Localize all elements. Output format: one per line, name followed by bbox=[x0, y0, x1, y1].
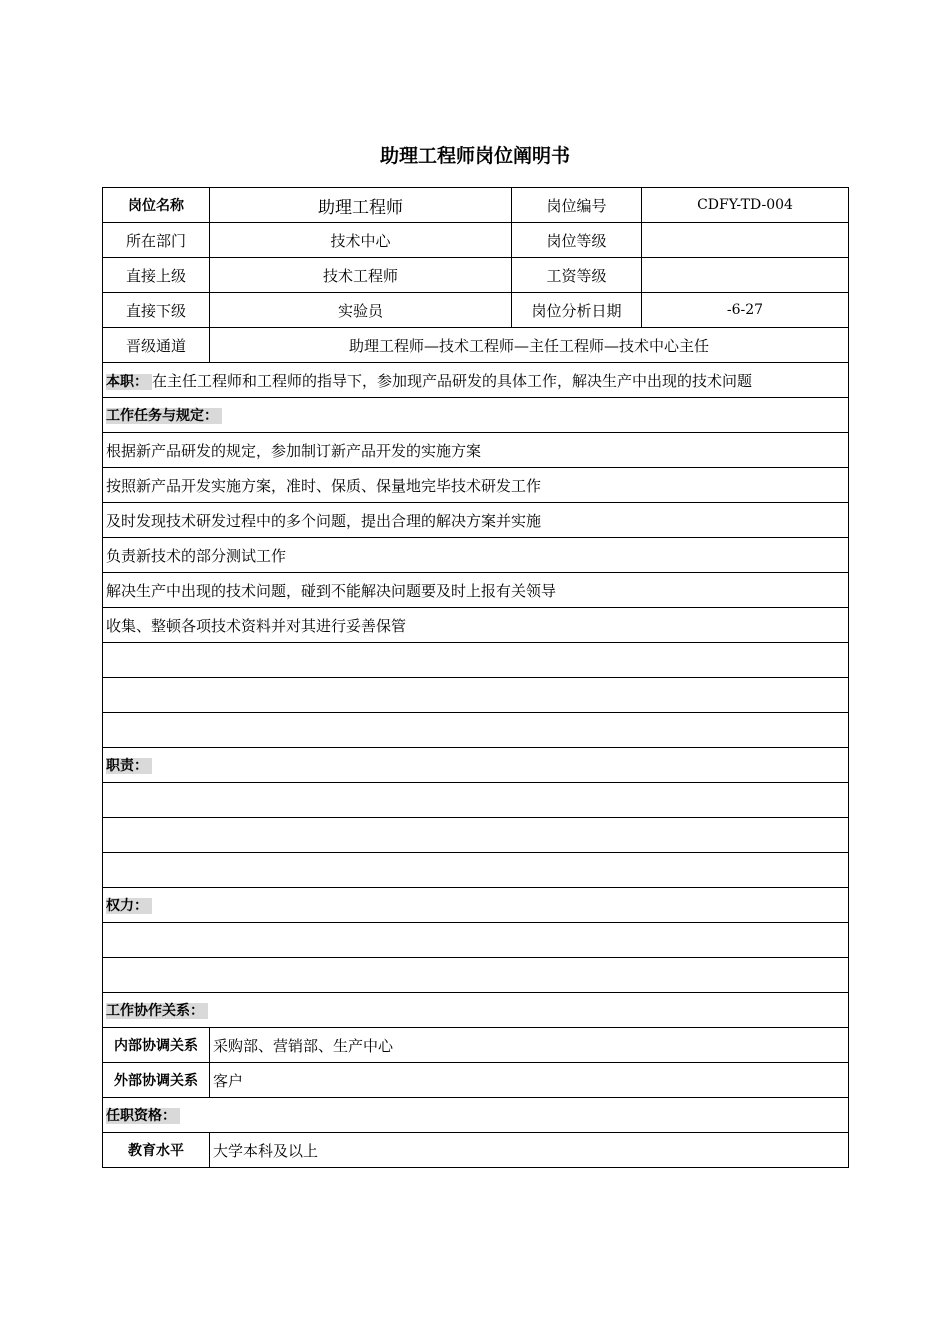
blank-cell bbox=[103, 713, 849, 748]
table-row bbox=[103, 678, 849, 713]
table-row bbox=[103, 888, 849, 923]
salary-level-label: 工资等级 bbox=[512, 258, 642, 293]
task-item: 按照新产品开发实施方案，准时、保质、保量地完毕技术研发工作 bbox=[103, 468, 849, 503]
duty-text: 在主任工程师和工程师的指导下，参加现产品研发的具体工作，解决生产中出现的技术问题 bbox=[152, 371, 753, 390]
position-level-value bbox=[642, 223, 849, 258]
task-item: 解决生产中出现的技术问题，碰到不能解决问题要及时上报有关领导 bbox=[103, 573, 849, 608]
table-row bbox=[103, 713, 849, 748]
table-row bbox=[103, 1133, 849, 1168]
table-row bbox=[103, 188, 849, 223]
education-value: 大学本科及以上 bbox=[210, 1133, 849, 1168]
qualification-header bbox=[103, 1098, 849, 1133]
blank-cell bbox=[103, 818, 849, 853]
direct-superior-value: 技术工程师 bbox=[210, 258, 512, 293]
direct-superior-label: 直接上级 bbox=[103, 258, 210, 293]
table-row bbox=[103, 853, 849, 888]
blank-cell bbox=[103, 853, 849, 888]
table-row bbox=[103, 1098, 849, 1133]
internal-relations-label: 内部协调关系 bbox=[103, 1028, 210, 1063]
position-name-label: 岗位名称 bbox=[103, 188, 210, 223]
salary-level-value bbox=[642, 258, 849, 293]
position-code-label: 岗位编号 bbox=[512, 188, 642, 223]
tasks-header bbox=[103, 398, 849, 433]
blank-cell bbox=[103, 958, 849, 993]
responsibility-label: 职责： bbox=[106, 758, 152, 774]
table-row bbox=[103, 958, 849, 993]
duty-label: 本职： bbox=[106, 374, 152, 390]
table-row bbox=[103, 503, 849, 538]
analysis-date-label: 岗位分析日期 bbox=[512, 293, 642, 328]
table-row bbox=[103, 223, 849, 258]
direct-subordinate-label: 直接下级 bbox=[103, 293, 210, 328]
table-row bbox=[103, 608, 849, 643]
position-name-value: 助理工程师 bbox=[210, 188, 512, 223]
blank-cell bbox=[103, 678, 849, 713]
position-code-value: CDFY-TD-004 bbox=[642, 188, 849, 223]
promotion-path-value: 助理工程师—技术工程师—主任工程师—技术中心主任 bbox=[210, 328, 849, 363]
table-row bbox=[103, 258, 849, 293]
external-relations-value: 客户 bbox=[210, 1063, 849, 1098]
relations-header bbox=[103, 993, 849, 1028]
table-row bbox=[103, 818, 849, 853]
table-row bbox=[103, 643, 849, 678]
table-row bbox=[103, 328, 849, 363]
table-row bbox=[103, 783, 849, 818]
task-item: 收集、整顿各项技术资料并对其进行妥善保管 bbox=[103, 608, 849, 643]
task-item: 根据新产品研发的规定，参加制订新产品开发的实施方案 bbox=[103, 433, 849, 468]
external-relations-label: 外部协调关系 bbox=[103, 1063, 210, 1098]
table-row bbox=[103, 993, 849, 1028]
blank-cell bbox=[103, 783, 849, 818]
table-row bbox=[103, 1028, 849, 1063]
authority-header bbox=[103, 888, 849, 923]
analysis-date-value: -6-27 bbox=[642, 293, 849, 328]
table-row bbox=[103, 468, 849, 503]
education-label: 教育水平 bbox=[103, 1133, 210, 1168]
table-row bbox=[103, 923, 849, 958]
qualification-label: 任职资格： bbox=[106, 1108, 180, 1124]
authority-label: 权力： bbox=[106, 898, 152, 914]
table-row bbox=[103, 433, 849, 468]
table-row bbox=[103, 293, 849, 328]
department-label: 所在部门 bbox=[103, 223, 210, 258]
table-row bbox=[103, 363, 849, 398]
internal-relations-value: 采购部、营销部、生产中心 bbox=[210, 1028, 849, 1063]
task-item: 及时发现技术研发过程中的多个问题，提出合理的解决方案并实施 bbox=[103, 503, 849, 538]
table-row bbox=[103, 398, 849, 433]
task-item: 负责新技术的部分测试工作 bbox=[103, 538, 849, 573]
duty-row bbox=[103, 363, 849, 398]
relations-label: 工作协作关系： bbox=[106, 1003, 208, 1019]
table-row bbox=[103, 538, 849, 573]
table-row bbox=[103, 1063, 849, 1098]
table-row bbox=[103, 748, 849, 783]
department-value: 技术中心 bbox=[210, 223, 512, 258]
table-row bbox=[103, 573, 849, 608]
blank-cell bbox=[103, 923, 849, 958]
tasks-label: 工作任务与规定： bbox=[106, 408, 222, 424]
promotion-path-label: 晋级通道 bbox=[103, 328, 210, 363]
responsibility-header bbox=[103, 748, 849, 783]
job-description-table bbox=[102, 187, 849, 1168]
position-level-label: 岗位等级 bbox=[512, 223, 642, 258]
blank-cell bbox=[103, 643, 849, 678]
document-title: 助理工程师岗位阐明书 bbox=[379, 145, 570, 167]
direct-subordinate-value: 实验员 bbox=[210, 293, 512, 328]
